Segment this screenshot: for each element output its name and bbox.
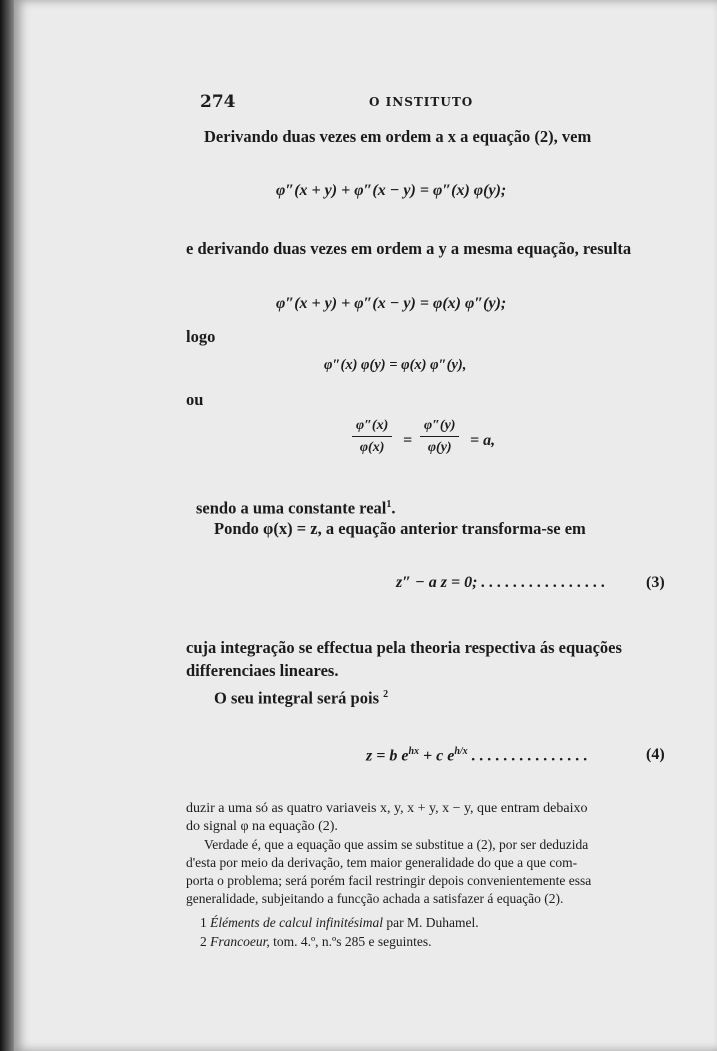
page-number: 274 bbox=[200, 92, 236, 112]
equals-sign: = bbox=[403, 432, 413, 449]
equation-5-tag: (4) bbox=[646, 746, 665, 763]
paragraph-derivando: Derivando duas vezes em ordem a x a equação (2), vem bbox=[204, 127, 592, 146]
footnote-1-rest: par M. Duhamel. bbox=[382, 915, 479, 930]
footnote-1-mark: 1 bbox=[200, 915, 207, 930]
paragraph-duzir-line2: do signal φ na equação (2). bbox=[186, 819, 338, 834]
equation-5-first: z = b e bbox=[366, 747, 409, 765]
equation-5 bbox=[366, 746, 588, 765]
book-spine-shadow bbox=[0, 0, 14, 1051]
equation-2: φ″(x + y) + φ″(x − y) = φ(x) φ″(y); bbox=[276, 295, 507, 312]
footnote-2-title: Francoeur, bbox=[210, 934, 270, 949]
paragraph-cuja-line2: differenciaes lineares. bbox=[186, 661, 339, 680]
fraction-left-numerator: φ″(x) bbox=[352, 418, 392, 437]
equation-5-exp2: h/x bbox=[454, 746, 468, 757]
footnote-1-title: Éléments de calcul infinitésimal bbox=[210, 915, 383, 930]
footnote-1 bbox=[200, 914, 479, 931]
paragraph-verdade-line4: generalidade, subjeitando a funcção achada a satisfazer á equação (2). bbox=[186, 891, 564, 906]
running-title: O INSTITUTO bbox=[369, 95, 474, 109]
equation-5-exp1: hx bbox=[408, 746, 420, 757]
footnote-ref-1: 1 bbox=[386, 499, 392, 510]
word-ou: ou bbox=[186, 390, 204, 409]
paragraph-verdade-line2: d'esta por meio da derivação, tem maior generalidade do que a que com- bbox=[186, 855, 578, 870]
footnote-2-rest: tom. 4.º, n.ºs 285 e seguintes. bbox=[269, 934, 432, 949]
integral-text: O seu integral será pois bbox=[214, 688, 379, 708]
fraction-right-denominator: φ(y) bbox=[427, 440, 452, 455]
paragraph-cuja-line1: cuja integração se effectua pela theoria respectiva ás equações bbox=[186, 638, 622, 657]
fraction-tail: = a, bbox=[470, 432, 496, 449]
equation-4: z″ − a z = 0; . . . . . . . . . . . . . . . . bbox=[396, 574, 606, 591]
footnote-2 bbox=[200, 933, 432, 950]
paragraph-sendo: sendo a uma constante real$^1$. bbox=[196, 498, 396, 518]
equation-5-dots: . . . . . . . . . . . . . . . bbox=[467, 747, 588, 765]
paragraph-derivando-y: e derivando duas vezes em ordem a y a mesma equação, resulta bbox=[186, 239, 632, 258]
paragraph-duzir-line1: duzir a uma só as quatro variaveis x, y, x + y, x − y, que entram debaixo bbox=[186, 801, 588, 816]
book-page bbox=[14, 0, 717, 1051]
fraction-right bbox=[420, 418, 459, 456]
fraction-right-numerator: φ″(y) bbox=[420, 418, 459, 437]
equation-4-tag: (3) bbox=[646, 574, 665, 591]
paragraph-verdade-line1: Verdade é, que a equação que assim se substitue a (2), por ser deduzida bbox=[204, 837, 589, 852]
footnote-2-mark: 2 bbox=[200, 934, 207, 949]
footnote-ref-2: 2 bbox=[383, 689, 389, 700]
paragraph-integral bbox=[214, 684, 388, 710]
paragraph-pondo: Pondo φ(x) = z, a equação anterior transforma-se em bbox=[214, 519, 586, 538]
equation-5-mid: + c e bbox=[419, 747, 455, 765]
fraction-left-denominator: φ(x) bbox=[359, 440, 385, 455]
word-logo: logo bbox=[186, 327, 216, 346]
sendo-text: sendo a uma constante real bbox=[196, 498, 387, 518]
paragraph-verdade-line3: porta o problema; será porém facil restringir depois convenientemente essa bbox=[186, 873, 592, 888]
fraction-left bbox=[352, 418, 392, 456]
equation-1: φ″(x + y) + φ″(x − y) = φ″(x) φ(y); bbox=[276, 182, 507, 199]
equation-3: φ″(x) φ(y) = φ(x) φ″(y), bbox=[324, 357, 467, 373]
